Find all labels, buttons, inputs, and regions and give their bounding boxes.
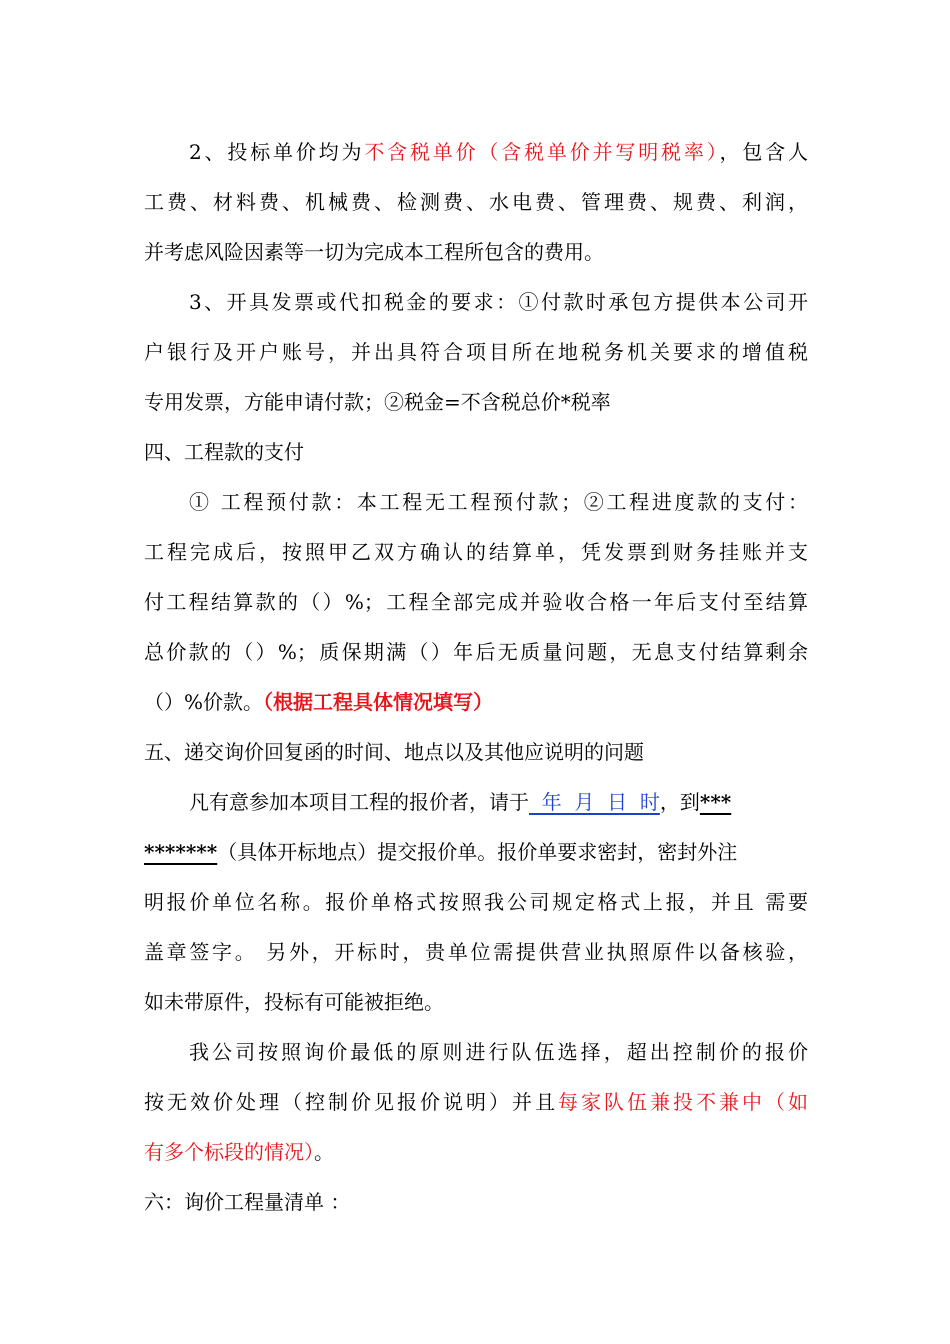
location-placeholder-stars: *** — [699, 790, 732, 814]
para-selection-line-1: 我公司按照询价最低的原则进行队伍选择，超出控制价的报价 — [189, 1040, 808, 1064]
para-payment-line-2: 工程完成后，按照甲乙双方确认的结算单，凭发票到财务挂账并支 — [144, 540, 808, 564]
para-payment-line-3: 付工程结算款的（）%；工程全部完成并验收合格一年后支付至结算 — [144, 590, 808, 614]
para-invoice-line-3: 专用发票，方能申请付款；②税金=不含税总价*税率 — [144, 390, 611, 414]
para-payment-line-5: （）%价款。（根据工程具体情况填写） — [144, 690, 494, 714]
para-bid-price-line-3: 并考虑风险因素等一切为完成本工程所包含的费用。 — [144, 240, 604, 264]
section-heading-5: 五、递交询价回复函的时间、地点以及其他应说明的问题 — [144, 740, 644, 764]
fill-in-note: （根据工程具体情况填写） — [263, 690, 494, 714]
para-submission-line-5: 如未带原件，投标有可能被拒绝。 — [144, 990, 444, 1014]
no-multiple-award-note-cont: 有多个标段的情况） — [144, 1140, 314, 1164]
para-submission-line-1: 凡有意参加本项目工程的报价者，请于 年 月 日 时，到*** — [189, 790, 732, 814]
para-submission-line-2: *******（具体开标地点）提交报价单。报价单要求密封，密封外注 — [144, 840, 738, 864]
para-payment-line-4: 总价款的（）%；质保期满（）年后无质量问题，无息支付结算剩余 — [144, 640, 808, 664]
section-heading-6: 六：询价工程量清单 ： — [144, 1190, 351, 1214]
location-placeholder-stars-2: ******* — [144, 840, 218, 864]
para-selection-line-3: 有多个标段的情况）。 — [144, 1140, 334, 1164]
section-heading-4: 四、工程款的支付 — [144, 440, 304, 464]
para-invoice-line-2: 户银行及开户账号，并出具符合项目所在地税务机关要求的增值税 — [144, 340, 808, 364]
para-payment-line-1: ① 工程预付款：本工程无工程预付款；②工程进度款的支付： — [189, 490, 808, 514]
para-bid-price-line-1: 2、投标单价均为不含税单价（含税单价并写明税率），包含人 — [189, 140, 809, 164]
para-submission-line-3: 明报价单位名称。报价单格式按照我公司规定格式上报，并且 需要 — [144, 890, 808, 914]
tax-exclusive-price-note: 不含税单价（含税单价并写明税率） — [364, 140, 720, 164]
para-submission-line-4: 盖章签字。 另外，开标时，贵单位需提供营业执照原件以备核验， — [144, 940, 808, 964]
para-invoice-line-1: 3、开具发票或代扣税金的要求：①付款时承包方提供本公司开 — [189, 290, 808, 314]
submission-time-blank: 年 月 日 时 — [529, 790, 660, 814]
para-selection-line-2: 按无效价处理（控制价见报价说明）并且每家队伍兼投不兼中（如 — [144, 1090, 808, 1114]
no-multiple-award-note: 每家队伍兼投不兼中（如 — [558, 1090, 808, 1114]
para-bid-price-line-2: 工费、材料费、机械费、检测费、水电费、管理费、规费、利润， — [144, 190, 808, 214]
